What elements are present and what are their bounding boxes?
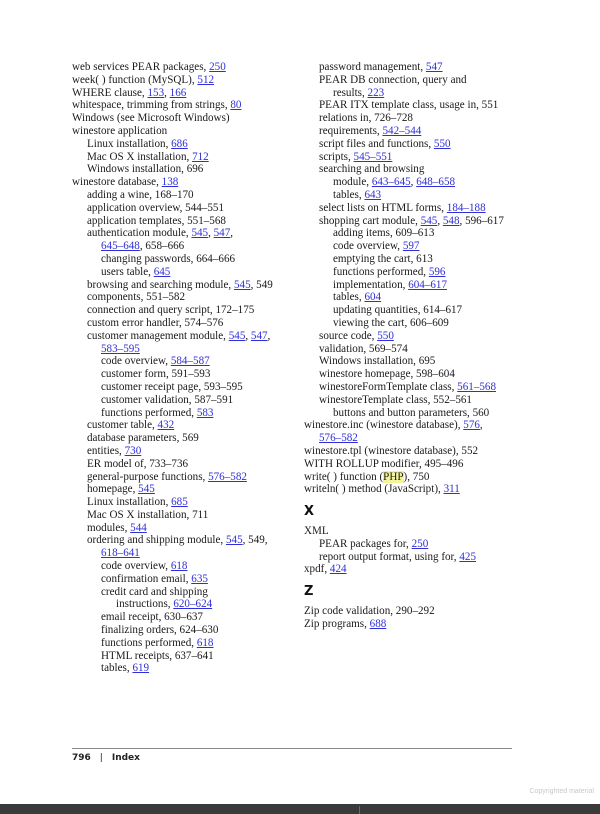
index-entry <box>304 471 528 484</box>
page-link[interactable]: 618 <box>196 636 214 649</box>
entry-text: functions performed, <box>101 636 197 649</box>
entry-text: tables, <box>101 662 133 675</box>
page-link[interactable]: 547 <box>213 227 231 240</box>
entry-text: buttons and button parameters, 560 <box>333 406 490 419</box>
entry-text: results, <box>333 86 368 99</box>
entry-text: Mac OS X installation, <box>87 150 193 163</box>
bottom-bar-divider <box>359 806 360 814</box>
entry-text: , <box>208 227 214 240</box>
index-entry <box>72 125 290 138</box>
page-link[interactable]: 545 <box>228 329 246 342</box>
index-subentry <box>304 253 528 266</box>
index-entry-continuation <box>72 240 290 253</box>
index-subentry <box>72 151 290 164</box>
index-subentry <box>72 253 290 266</box>
entry-text: adding items, 609–613 <box>333 227 435 240</box>
page-number: 796 <box>72 753 91 763</box>
page-link[interactable]: 250 <box>411 537 429 550</box>
index-subentry <box>304 163 528 176</box>
entry-text: browsing and searching module, <box>87 278 234 291</box>
index-subentry <box>304 74 528 87</box>
page-link[interactable]: 545–551 <box>353 150 393 163</box>
index-entry <box>304 525 528 538</box>
entry-text: xpdf, <box>304 563 330 576</box>
entry-text: Mac OS X installation, 711 <box>87 508 209 521</box>
entry-text: customer receipt page, 593–595 <box>101 380 243 393</box>
index-subentry <box>304 381 528 394</box>
index-subentry <box>304 317 528 330</box>
entry-text: , <box>479 419 483 432</box>
page-link[interactable]: 635 <box>191 572 208 585</box>
index-subentry <box>72 189 290 202</box>
index-subentry <box>72 432 290 445</box>
entry-text: , 596–617 <box>459 214 504 227</box>
page-link[interactable]: 604 <box>364 291 382 304</box>
index-entry <box>304 419 528 432</box>
entry-text: Linux installation, <box>87 137 172 150</box>
entry-text: web services PEAR packages, <box>72 61 210 73</box>
entry-text: winestoreTemplate class, 552–561 <box>319 393 472 406</box>
entry-text: viewing the cart, 606–609 <box>333 316 449 329</box>
entry-text: , <box>437 214 443 227</box>
section-name: Index <box>111 753 140 763</box>
page-link[interactable]: 620–624 <box>173 598 213 611</box>
index-subentry <box>72 509 290 522</box>
index-subentry <box>72 317 290 330</box>
entry-text: scripts, <box>319 150 354 163</box>
page-link[interactable]: 545 <box>138 483 155 496</box>
index-entry-continuation <box>72 547 290 560</box>
page-link[interactable]: 153 <box>147 86 165 99</box>
index-subentry <box>72 586 290 599</box>
entry-text: script files and functions, <box>319 137 434 150</box>
entry-text: write( ) function ( <box>304 470 384 483</box>
index-subentry <box>304 551 528 564</box>
page-link[interactable]: 545 <box>225 534 243 547</box>
page-link[interactable]: 250 <box>209 61 226 73</box>
index-subentry <box>72 662 290 675</box>
entry-text: ordering and shipping module, <box>87 534 226 547</box>
entry-text: winestore homepage, 598–604 <box>319 368 455 381</box>
entry-text: HTML receipts, 637–641 <box>101 649 214 662</box>
index-subentry <box>72 522 290 535</box>
page-footer <box>72 753 140 763</box>
index-subentry <box>304 330 528 343</box>
index-entry <box>72 74 290 87</box>
index-subentry <box>72 496 290 509</box>
entry-text: ), 750 <box>403 470 430 483</box>
index-subentry <box>72 368 290 381</box>
index-subentry <box>304 189 528 202</box>
page-link[interactable]: 545 <box>420 214 438 227</box>
index-subentry <box>72 611 290 624</box>
entry-text: application templates, 551–568 <box>87 214 226 227</box>
entry-text: finalizing orders, 624–630 <box>101 624 219 637</box>
entry-text: , <box>410 176 417 189</box>
page-link[interactable]: 184–188 <box>446 201 486 214</box>
page-link[interactable]: 547 <box>250 329 268 342</box>
entry-text: winestore.tpl (winestore database), 552 <box>304 444 479 457</box>
page-link[interactable]: 584–587 <box>170 355 210 368</box>
entry-text: general-purpose functions, <box>87 470 209 483</box>
entry-text: PEAR ITX template class, usage in, 551 <box>319 99 499 112</box>
entry-text: , 549, <box>242 534 268 547</box>
index-subentry <box>304 368 528 381</box>
entry-text: , <box>164 86 170 99</box>
index-subentry <box>304 151 528 164</box>
index-subentry <box>304 215 528 228</box>
entry-text: password management, <box>319 61 426 73</box>
entry-text: code overview, <box>101 355 171 368</box>
highlighted-text: PHP <box>383 470 404 483</box>
entry-text: Windows installation, 696 <box>87 163 204 176</box>
entry-text: customer form, 591–593 <box>101 368 211 381</box>
page-link[interactable]: 583–595 <box>101 342 140 355</box>
index-subentry <box>72 419 290 432</box>
index-entry <box>72 112 290 125</box>
index-subentry <box>304 266 528 279</box>
page-link[interactable]: 645–648 <box>101 240 140 253</box>
entry-text: winestore database, <box>72 176 162 189</box>
entry-text: custom error handler, 574–576 <box>87 316 224 329</box>
page-link[interactable]: 583 <box>196 406 214 419</box>
entry-text: select lists on HTML forms, <box>319 201 447 214</box>
page-link[interactable]: 643 <box>364 188 382 201</box>
section-letter: X <box>304 504 315 520</box>
entry-text: modules, <box>87 521 131 534</box>
page-link[interactable]: 597 <box>402 240 420 253</box>
index-subentry <box>304 125 528 138</box>
entry-text: writeln( ) method (JavaScript), <box>304 483 444 496</box>
index-subentry <box>72 355 290 368</box>
entry-text: validation, 569–574 <box>319 342 408 355</box>
index-subentry <box>304 407 528 420</box>
entry-text: Linux installation, <box>87 496 172 509</box>
page-link[interactable]: 648–658 <box>416 176 456 189</box>
index-column-right <box>304 61 528 631</box>
index-subentry <box>72 534 290 547</box>
index-entry <box>304 483 528 496</box>
index-subentry <box>304 99 528 112</box>
page-link[interactable]: 730 <box>124 444 142 457</box>
index-subentry <box>304 355 528 368</box>
index-subentry <box>304 240 528 253</box>
page-link[interactable]: 424 <box>329 563 347 576</box>
index-entry-continuation <box>304 432 528 445</box>
entry-text: winestoreFormTemplate class, <box>319 380 458 393</box>
entry-text: , 549 <box>250 278 273 291</box>
index-subentry <box>72 560 290 573</box>
entry-text: searching and browsing <box>319 163 425 176</box>
entry-text: week( ) function (MySQL), <box>72 73 198 86</box>
index-subentry <box>72 445 290 458</box>
index-subentry <box>304 61 528 74</box>
entry-text: implementation, <box>333 278 409 291</box>
entry-text: entities, <box>87 444 125 457</box>
entry-text: customer management module, <box>87 329 229 342</box>
index-subentry <box>72 279 290 292</box>
index-subentry <box>72 330 290 343</box>
page-link[interactable]: 618–641 <box>101 547 140 560</box>
entry-text: tables, <box>333 291 365 304</box>
viewer-bottom-bar <box>0 804 600 814</box>
entry-text: module, <box>333 176 372 189</box>
index-subentry <box>72 291 290 304</box>
page-link[interactable]: 688 <box>369 618 387 631</box>
page-link[interactable]: 685 <box>171 496 188 509</box>
page-link[interactable]: 550 <box>377 329 394 342</box>
entry-text: PEAR DB connection, query and <box>319 73 467 86</box>
page-link[interactable]: 548 <box>442 214 460 227</box>
entry-text: confirmation email, <box>101 572 192 585</box>
index-subentry <box>304 279 528 292</box>
index-subentry <box>72 163 290 176</box>
entry-text: updating quantities, 614–617 <box>333 304 463 317</box>
entry-text: requirements, <box>319 124 383 137</box>
entry-text: users table, <box>101 265 154 278</box>
index-column-left <box>72 61 290 675</box>
index-subentry <box>304 112 528 125</box>
index-subentry <box>72 394 290 407</box>
page-link[interactable]: 425 <box>459 550 476 563</box>
page-link[interactable]: 604–617 <box>408 278 448 291</box>
entry-text: customer table, <box>87 419 158 432</box>
index-subentry <box>72 624 290 637</box>
entry-text: source code, <box>319 329 378 342</box>
entry-text: Windows installation, 695 <box>319 355 436 368</box>
entry-text: Windows (see Microsoft Windows) <box>72 112 230 125</box>
entry-text: code overview, <box>333 240 403 253</box>
footer-separator: | <box>99 753 103 763</box>
page-link[interactable]: 596 <box>428 265 446 278</box>
entry-text: email receipt, 630–637 <box>101 611 203 624</box>
page-link[interactable]: 512 <box>197 73 215 86</box>
index-entry-continuation <box>72 598 290 611</box>
page-link[interactable]: 618 <box>170 560 188 573</box>
index-subentry <box>304 343 528 356</box>
page-link[interactable]: 311 <box>443 483 460 496</box>
index-subentry <box>304 304 528 317</box>
index-subentry <box>72 304 290 317</box>
entry-text: homepage, <box>87 483 139 496</box>
index-entry-continuation <box>304 87 528 100</box>
index-entry <box>72 87 290 100</box>
entry-text: functions performed, <box>333 265 429 278</box>
entry-text: application overview, 544–551 <box>87 201 224 214</box>
entry-text: whitespace, trimming from strings, <box>72 99 231 112</box>
page-link[interactable]: 432 <box>157 419 175 432</box>
entry-text: winestore.inc (winestore database), <box>304 419 464 432</box>
index-subentry <box>304 291 528 304</box>
entry-text: components, 551–582 <box>87 291 185 304</box>
index-subentry <box>304 202 528 215</box>
index-entry <box>304 445 528 458</box>
page-link[interactable]: 80 <box>230 99 242 112</box>
entry-text: XML <box>304 525 329 538</box>
page-link[interactable]: 619 <box>132 662 150 675</box>
index-subentry <box>72 138 290 151</box>
entry-text: , <box>245 329 251 342</box>
footer-rule <box>72 748 512 749</box>
index-subentry <box>72 266 290 279</box>
page-link[interactable]: 576 <box>463 419 480 432</box>
page-link[interactable]: 166 <box>169 86 187 99</box>
index-entry <box>304 618 528 631</box>
entry-text: code overview, <box>101 560 171 573</box>
index-subentry <box>72 471 290 484</box>
entry-text: , 658–666 <box>139 240 185 253</box>
entry-text: changing passwords, 664–666 <box>101 252 236 265</box>
index-subentry <box>304 538 528 551</box>
index-entry <box>304 458 528 471</box>
index-entry <box>72 99 290 112</box>
index-subentry <box>72 215 290 228</box>
index-subentry <box>72 227 290 240</box>
entry-text: ER model of, 733–736 <box>87 457 189 470</box>
page-link[interactable]: 545 <box>191 227 209 240</box>
index-entry <box>72 176 290 189</box>
index-subentry <box>304 138 528 151</box>
entry-text: WHERE clause, <box>72 86 148 99</box>
index-entry <box>72 61 290 74</box>
copyright-watermark: Copyrighted material <box>529 788 594 795</box>
index-subentry <box>304 227 528 240</box>
index-subentry <box>72 407 290 420</box>
entry-text: connection and query script, 172–175 <box>87 304 255 317</box>
entry-text: customer validation, 587–591 <box>101 393 234 406</box>
section-letter: Z <box>304 584 314 600</box>
page-link[interactable]: 138 <box>161 176 179 189</box>
page-link[interactable]: 223 <box>367 86 385 99</box>
entry-text: tables, <box>333 188 365 201</box>
entry-text: winestore application <box>72 124 168 137</box>
entry-text: database parameters, 569 <box>87 432 199 445</box>
page-link[interactable]: 545 <box>233 278 251 291</box>
entry-text: authentication module, <box>87 227 192 240</box>
entry-text: functions performed, <box>101 406 197 419</box>
entry-text: , <box>267 329 271 342</box>
page-link[interactable]: 561–568 <box>457 380 496 393</box>
page-link[interactable]: 645 <box>153 265 171 278</box>
page-link[interactable]: 542–544 <box>382 124 422 137</box>
index-entry-continuation <box>72 343 290 356</box>
page-link[interactable]: 643–645 <box>371 176 411 189</box>
entry-text: Zip programs, <box>304 618 370 631</box>
entry-text: shopping cart module, <box>319 214 421 227</box>
index-subentry <box>72 637 290 650</box>
page-link[interactable]: 576–582 <box>208 470 247 483</box>
page-link[interactable]: 576–582 <box>319 432 358 445</box>
entry-text: adding a wine, 168–170 <box>87 188 194 201</box>
index-entry <box>304 563 528 576</box>
index-subentry <box>72 381 290 394</box>
entry-text: PEAR packages for, <box>319 537 412 550</box>
entry-text: emptying the cart, 613 <box>333 252 433 265</box>
index-subentry <box>304 394 528 407</box>
index-subentry <box>72 202 290 215</box>
entry-text: instructions, <box>116 598 174 611</box>
index-entry <box>304 605 528 618</box>
page-link[interactable]: 712 <box>192 150 209 163</box>
entry-text: report output format, using for, <box>319 550 460 563</box>
index-subentry <box>72 483 290 496</box>
page-link[interactable]: 544 <box>130 521 147 534</box>
entry-text: , <box>230 227 234 240</box>
page-link[interactable]: 686 <box>171 137 188 150</box>
entry-text: WITH ROLLUP modifier, 495–496 <box>304 457 464 470</box>
page-link[interactable]: 550 <box>433 137 451 150</box>
index-subentry <box>72 573 290 586</box>
entry-text: relations in, 726–728 <box>319 112 413 125</box>
index-entry-continuation <box>304 176 528 189</box>
index-subentry <box>72 458 290 471</box>
page-link[interactable]: 547 <box>425 61 443 73</box>
index-subentry <box>72 650 290 663</box>
entry-text: Zip code validation, 290–292 <box>304 605 435 618</box>
entry-text: credit card and shipping <box>101 585 208 598</box>
